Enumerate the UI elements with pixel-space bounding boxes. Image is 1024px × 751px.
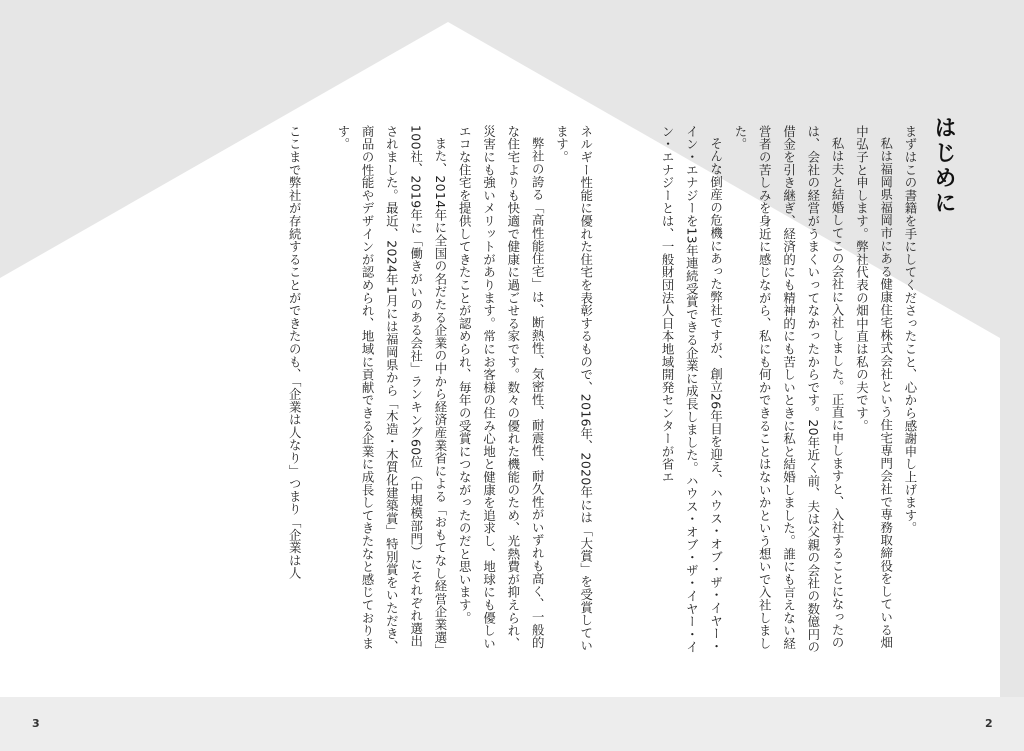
paragraph-6: 弊社の誇る「高性能住宅」は、断熱性、気密性、耐震性、耐久性がいずれも高く、一般的な住宅よりも快適で健康に過ごせる家です。数々の優れた機能のため、光熱費が抑えられ、災害にも強いメリットがあります。常にお客様の住み心地と健康を追求し、地球にも優しいエコな住宅を提供してきたことが認められ、毎年の受賞につながったのだと思います。 bbox=[457, 125, 546, 650]
page-number-left: 3 bbox=[32, 717, 40, 730]
paragraph-2: 私は福岡県福岡市にある健康住宅株式会社という住宅専門会社で専務取締役をしている畑中弘子と申します。弊社代表の畑中直は私の夫です。 bbox=[854, 125, 894, 650]
paragraph-3: 私は夫と結婚してこの会社に入社しました。正直に申しますと、入社することになったのは、会社の経営がうまくいってなかったからです。20年近く前、夫は父親の会社の数億円の借金を引き継ぎ、経済的にも精神的にも苦しいときに私と結婚しました。誰にも言えない経営者の苦しみを身近に感じながら、私にも何かできることはないかという想いで入社しました。 bbox=[732, 125, 846, 654]
paragraph-4: そんな倒産の危機にあった弊社ですが、創立26年目を迎え、ハウス・オブ・ザ・イヤー・イン・エナジーを13年連続受賞できる企業に成長しました。ハウス・オブ・ザ・イヤー・イン・エナジーとは、一般財団法人日本地域開発センターが省エ bbox=[660, 125, 724, 654]
paragraph-7: また、2014年に全国の名だたる企業の中から経済産業省による「おもてなし経営企業選」100社、2019年に「働きがいのある会社」ランキング60位（中規模部門）にそれぞれ選出されました。最近、2024年1月には福岡県から「木造・木質化建築賞」特別賞をいただき、商品の性能やデザインが認められ、地域に貢献できる企業に成長してきたなと感じております。 bbox=[335, 125, 448, 653]
paragraph-8: ここまで弊社が存続することができたのも、「企業は人なり」つまり「企業は人 bbox=[287, 125, 303, 580]
page-number-right: 2 bbox=[985, 717, 993, 730]
footer-band bbox=[0, 697, 1024, 751]
paragraph-1: まずはこの書籍を手にしてくださったこと、心から感謝申し上げます。 bbox=[903, 125, 918, 535]
body-text bbox=[282, 125, 922, 655]
page-heading: はじめに bbox=[931, 116, 956, 216]
paragraph-5: ネルギー性能に優れた住宅を表彰するもので、2016年、2020年には「大賞」を受賞しています。 bbox=[554, 125, 594, 653]
